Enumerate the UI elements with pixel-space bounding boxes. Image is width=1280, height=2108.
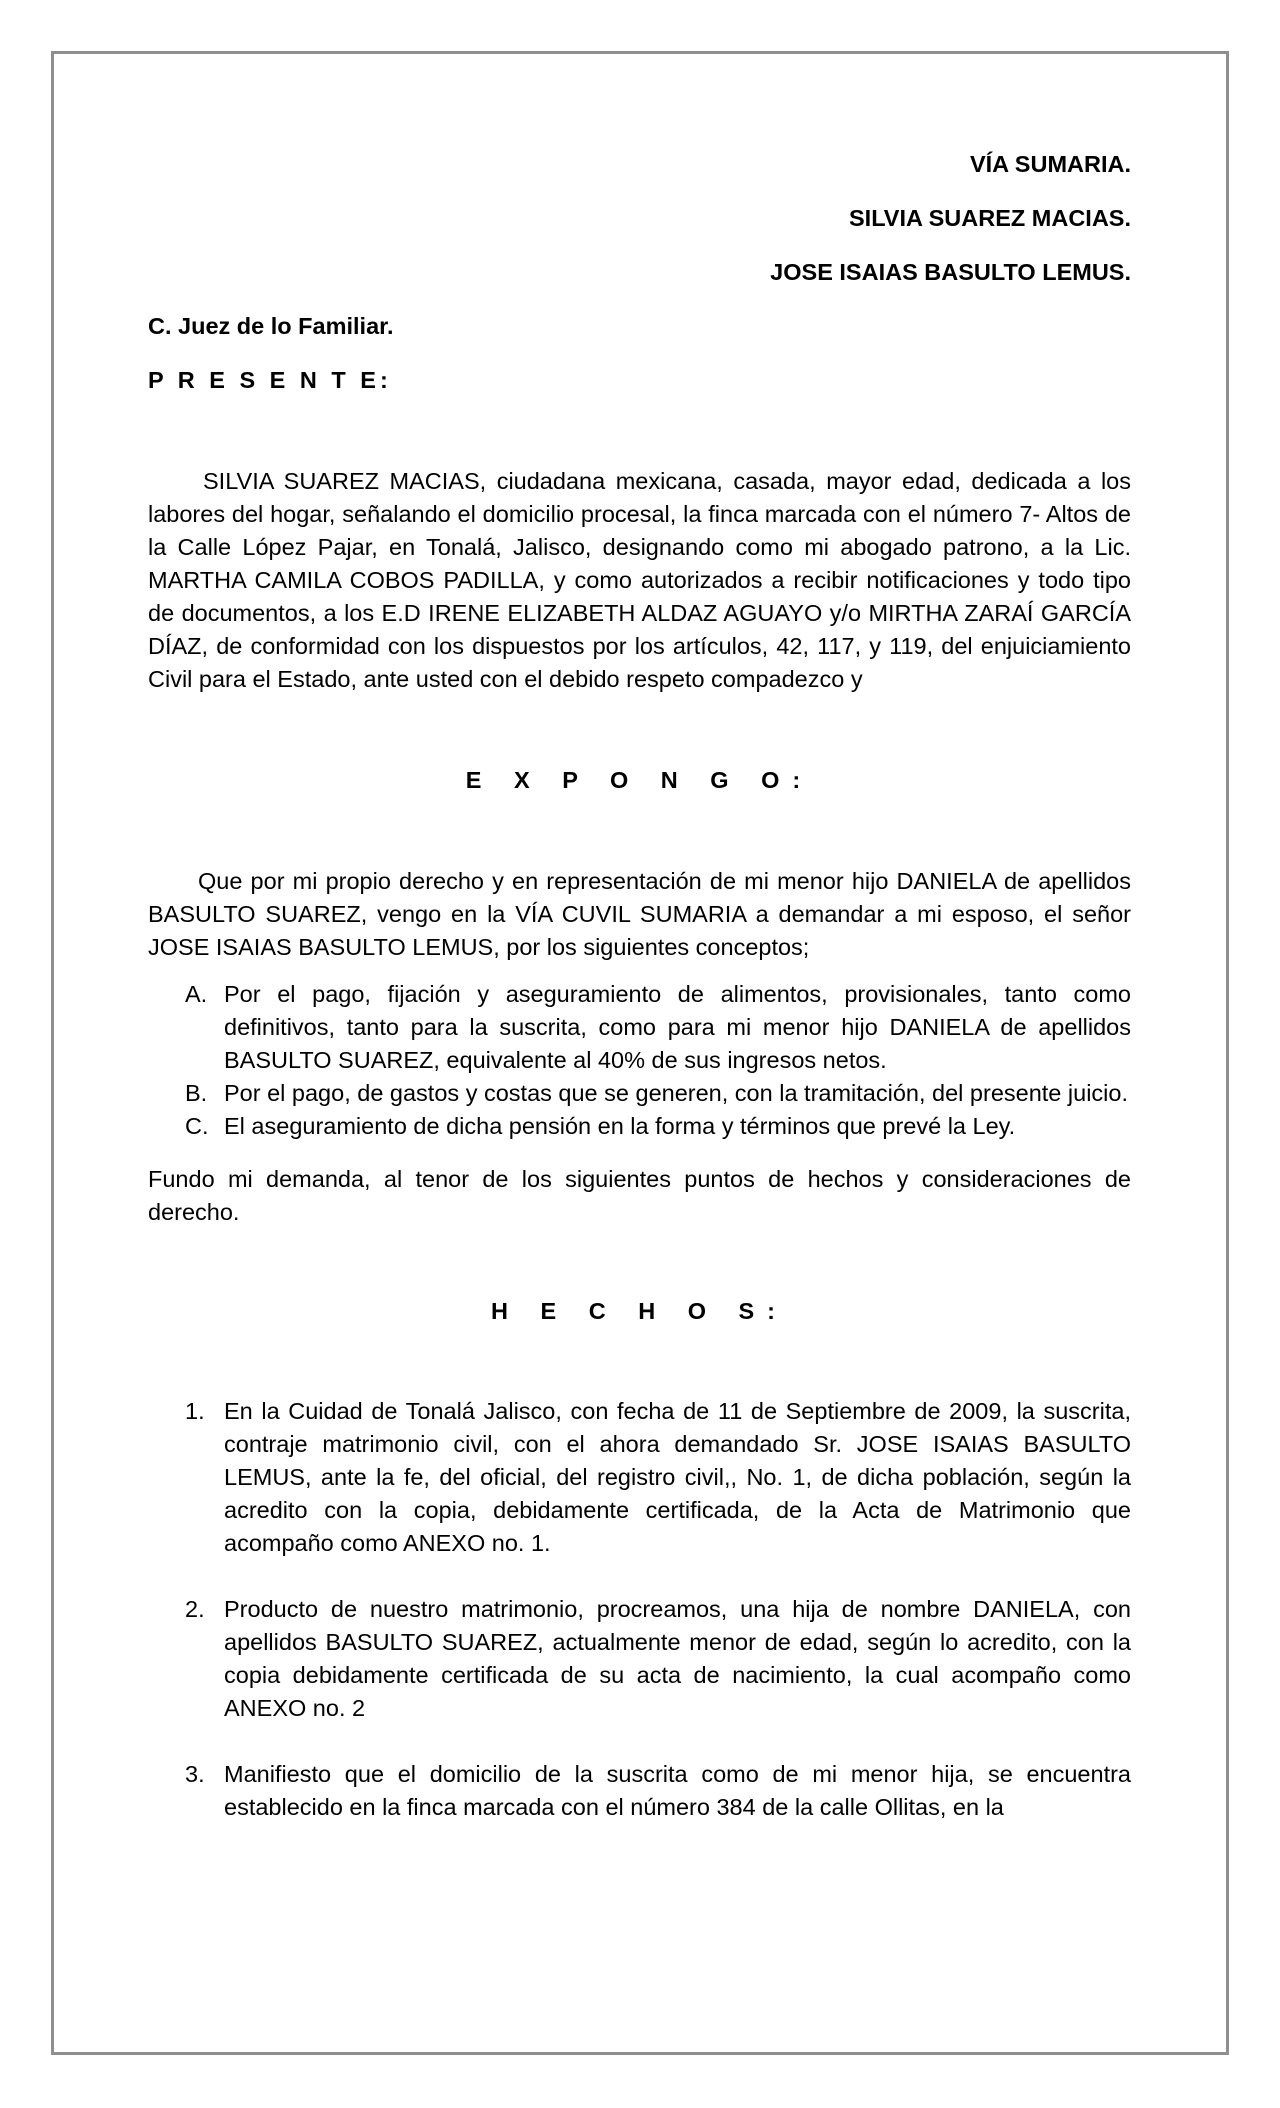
addressee-presente: P R E S E N T E: xyxy=(148,367,392,393)
intro-paragraph: SILVIA SUAREZ MACIAS, ciudadana mexicana, casada, mayor edad, dedicada a los labores del hogar, señalando el domicilio procesal, la finca marcada con el número 7- Altos de la Calle López Pajar, en Tonalá, Jalisco, designando como mi abogado patrono, a la Lic. MARTHA CAMILA COBOS PADILLA, y como autorizados a recibir notificaciones y todo tipo de documentos, a los E.D IRENE ELIZABETH ALDAZ AGUAYO y/o MIRTHA ZARAÍ GARCÍA DÍAZ, de conformidad con los dispuestos por los artículos, 42, 117, y 119, del enjuiciamiento Civil para el Estado, ante usted con el debido respeto compadezco y xyxy=(148,468,1131,692)
list-item xyxy=(148,1077,1131,1110)
list-item xyxy=(148,1395,1131,1560)
header-actor: SILVIA SUAREZ MACIAS. xyxy=(848,205,1131,231)
fact-text: Producto de nuestro matrimonio, procreamos, una hija de nombre DANIELA, con apellidos BASULTO SUAREZ, actualmente menor de edad, según lo acredito, con la copia debidamente certificada de su acta de nacimiento, la cual acompaño como ANEXO no. 2 xyxy=(224,1596,1131,1721)
hechos-heading: H E C H O S: xyxy=(490,1298,788,1324)
header-via: VÍA SUMARIA. xyxy=(969,151,1131,177)
expongo-heading: E X P O N G O: xyxy=(465,767,814,793)
fact-marker: 1. xyxy=(185,1398,205,1424)
claim-marker: A. xyxy=(185,981,208,1007)
claim-text: Por el pago, fijación y aseguramiento de alimentos, provisionales, tanto como definitivos, tanto para la suscrita, como para mi menor hijo DANIELA de apellidos BASULTO SUAREZ, equivalente al 40% de sus ingresos netos. xyxy=(224,981,1131,1073)
header-demandado: JOSE ISAIAS BASULTO LEMUS. xyxy=(770,259,1131,285)
claim-text: El aseguramiento de dicha pensión en la forma y términos que prevé la Ley. xyxy=(224,1113,1016,1139)
addressee-judge: C. Juez de lo Familiar. xyxy=(148,313,394,339)
list-item xyxy=(148,1110,1131,1143)
claims-list xyxy=(148,978,1131,1143)
claim-marker: C. xyxy=(185,1113,209,1139)
claim-text: Por el pago, de gastos y costas que se generen, con la tramitación, del presente juicio. xyxy=(224,1080,1128,1106)
list-item xyxy=(148,1593,1131,1725)
fact-text: En la Cuidad de Tonalá Jalisco, con fecha de 11 de Septiembre de 2009, la suscrita, contraje matrimonio civil, con el ahora demandado Sr. JOSE ISAIAS BASULTO LEMUS, ante la fe, del oficial, del registro civil,, No. 1, de dicha población, según la acredito con la copia, debidamente certificada, de la Acta de Matrimonio que acompaño como ANEXO no. 1. xyxy=(224,1398,1131,1556)
fact-marker: 2. xyxy=(185,1596,205,1622)
fact-text: Manifiesto que el domicilio de la suscrita como de mi menor hija, se encuentra establecido en la finca marcada con el número 384 de la calle Ollitas, en la xyxy=(224,1761,1131,1820)
expongo-paragraph: Que por mi propio derecho y en representación de mi menor hijo DANIELA de apellidos BASULTO SUAREZ, vengo en la VÍA CUVIL SUMARIA a demandar a mi esposo, el señor JOSE ISAIAS BASULTO LEMUS, por los siguientes conceptos; xyxy=(148,868,1131,960)
facts-list xyxy=(148,1395,1131,1824)
claim-marker: B. xyxy=(185,1080,208,1106)
document-body xyxy=(148,140,1131,1824)
list-item xyxy=(148,978,1131,1077)
list-item xyxy=(148,1758,1131,1824)
fundo-paragraph: Fundo mi demanda, al tenor de los siguientes puntos de hechos y consideraciones de derecho. xyxy=(148,1166,1131,1225)
fact-marker: 3. xyxy=(185,1761,205,1787)
